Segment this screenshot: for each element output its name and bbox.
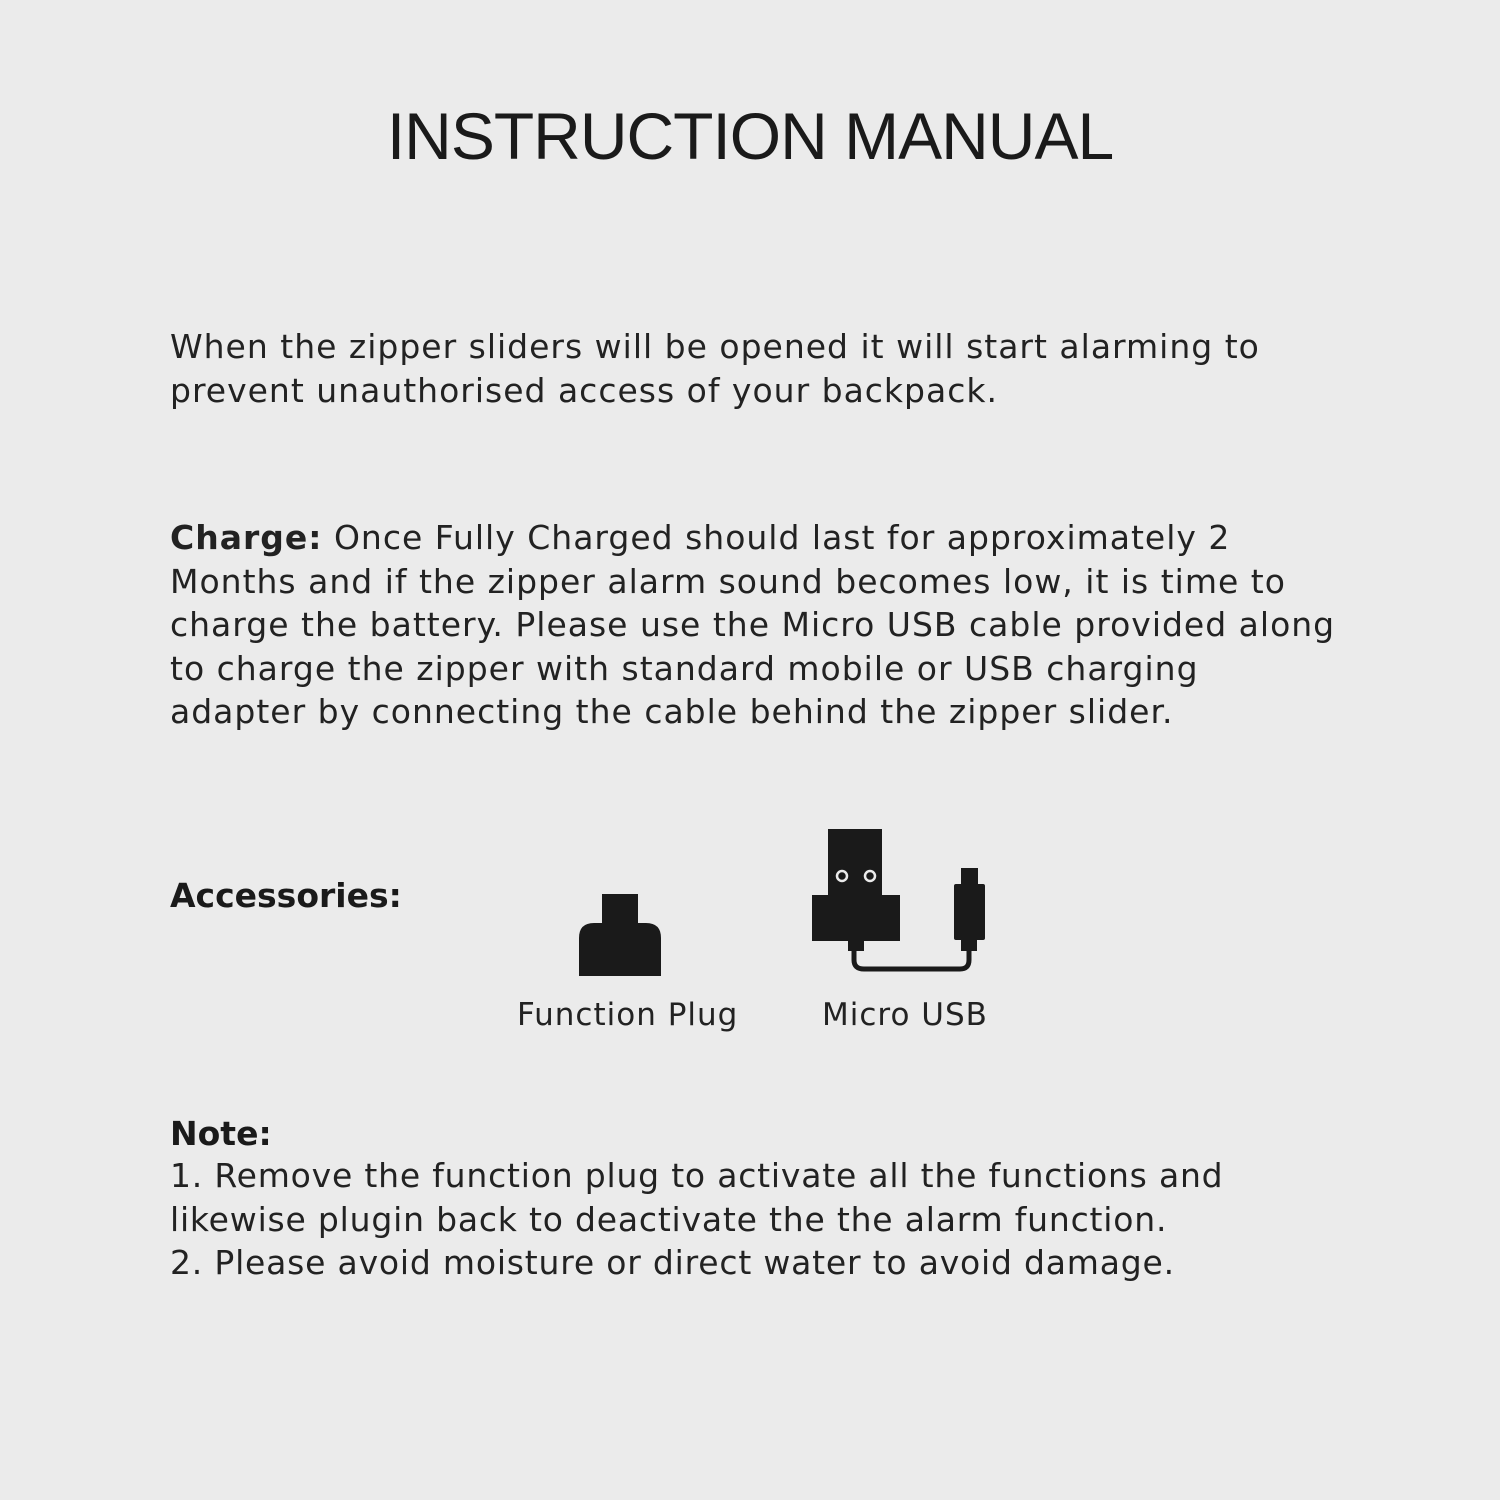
micro-usb-label: Micro USB xyxy=(822,997,988,1033)
charge-label: Charge: xyxy=(170,518,323,557)
micro-usb-cable-icon xyxy=(810,826,990,976)
note-item-1: 1. Remove the function plug to activate all the functions and likewise plugin back to deactivate the the alarm function. xyxy=(170,1156,1224,1239)
function-plug-label: Function Plug xyxy=(517,997,739,1033)
note-item-2: 2. Please avoid moisture or direct water to avoid damage. xyxy=(170,1243,1175,1282)
charge-text: Once Fully Charged should last for approximately 2 Months and if the zipper alarm sound becomes low, it is time to charge the battery. Please use the Micro USB cable provided along to charge the zipper with standard mobile or USB charging adapter by connecting the cable behind the zipper slider. xyxy=(170,518,1336,731)
charge-paragraph xyxy=(170,516,1340,734)
note-heading: Note: xyxy=(170,1114,272,1153)
intro-paragraph: When the zipper sliders will be opened it will start alarming to prevent unauthorised access of your backpack. xyxy=(170,327,1260,410)
note-list xyxy=(170,1154,1340,1285)
page-title: INSTRUCTION MANUAL xyxy=(386,99,1114,173)
function-plug-icon xyxy=(576,892,664,980)
accessories-heading: Accessories: xyxy=(170,876,402,915)
